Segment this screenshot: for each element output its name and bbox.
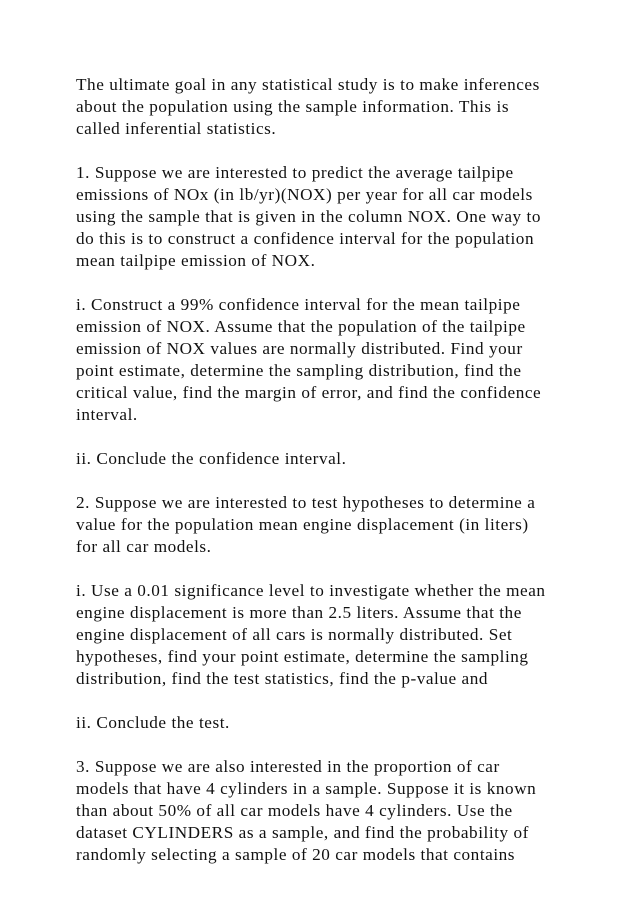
paragraph-question-2-part-i	[76, 580, 576, 690]
text-line: critical value, find the margin of error, and find the confidence	[76, 383, 542, 402]
document-body	[76, 74, 576, 866]
paragraph-question-1-part-ii	[76, 448, 576, 470]
text-line: 2. Suppose we are interested to test hypotheses to determine a	[76, 493, 536, 512]
paragraph-gap	[76, 558, 576, 580]
paragraph-gap	[76, 140, 576, 162]
paragraph-gap	[76, 426, 576, 448]
text-line: point estimate, determine the sampling distribution, find the	[76, 361, 522, 380]
text-line: 1. Suppose we are interested to predict the average tailpipe	[76, 163, 514, 182]
text-line: randomly selecting a sample of 20 car models that contains	[76, 845, 516, 864]
text-line: emission of NOX. Assume that the population of the tailpipe	[76, 317, 526, 336]
text-line: The ultimate goal in any statistical study is to make inferences	[76, 75, 540, 94]
text-line: using the sample that is given in the column NOX. One way to	[76, 207, 542, 226]
text-line: distribution, find the test statistics, find the p-value and	[76, 669, 489, 688]
text-line: engine displacement is more than 2.5 liters. Assume that the	[76, 603, 522, 622]
paragraph-question-1	[76, 162, 576, 272]
text-line: do this is to construct a confidence interval for the population	[76, 229, 535, 248]
paragraph-gap	[76, 734, 576, 756]
text-line: than about 50% of all car models have 4 cylinders. Use the	[76, 801, 513, 820]
text-line: hypotheses, find your point estimate, determine the sampling	[76, 647, 529, 666]
text-line: i. Use a 0.01 significance level to investigate whether the mean	[76, 581, 546, 600]
paragraph-gap	[76, 272, 576, 294]
paragraph-question-2	[76, 492, 576, 558]
text-line: ii. Conclude the test.	[76, 713, 230, 732]
text-line: called inferential statistics.	[76, 119, 277, 138]
text-line: ii. Conclude the confidence interval.	[76, 449, 347, 468]
text-line: emissions of NOx (in lb/yr)(NOX) per year for all car models	[76, 185, 533, 204]
text-line: emission of NOX values are normally distributed. Find your	[76, 339, 523, 358]
text-line: mean tailpipe emission of NOX.	[76, 251, 316, 270]
paragraph-gap	[76, 690, 576, 712]
text-line: i. Construct a 99% confidence interval for the mean tailpipe	[76, 295, 521, 314]
text-line: for all car models.	[76, 537, 212, 556]
text-line: about the population using the sample information. This is	[76, 97, 510, 116]
paragraph-question-2-part-ii	[76, 712, 576, 734]
paragraph-question-3	[76, 756, 576, 866]
paragraph-gap	[76, 470, 576, 492]
text-line: value for the population mean engine displacement (in liters)	[76, 515, 529, 534]
text-line: models that have 4 cylinders in a sample. Suppose it is known	[76, 779, 537, 798]
text-line: interval.	[76, 405, 138, 424]
paragraph-intro	[76, 74, 576, 140]
text-line: dataset CYLINDERS as a sample, and find the probability of	[76, 823, 529, 842]
paragraph-question-1-part-i	[76, 294, 576, 426]
text-line: engine displacement of all cars is normally distributed. Set	[76, 625, 513, 644]
text-line: 3. Suppose we are also interested in the proportion of car	[76, 757, 500, 776]
